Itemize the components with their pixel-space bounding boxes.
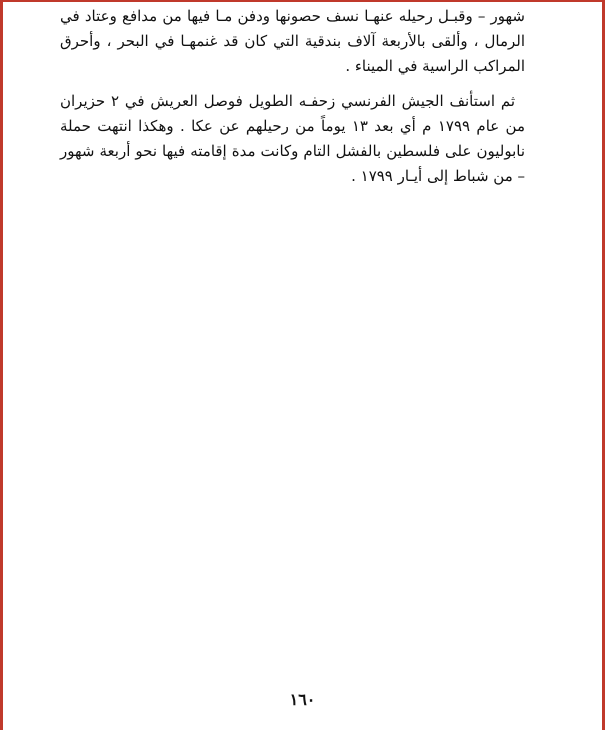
paragraph-1: شهور – وقبـل رحيله عنهـا نسف حصونها ودفن مـا فيها من مدافع وعتاد في الرمال ، وألقى بالأربعة آلاف بندقية التي كان قد غنمهـا في البحر ، وأحرق المراكب الراسية في الميناء . [60, 7, 525, 75]
document-page [60, 4, 525, 189]
viewer-frame-top [0, 0, 605, 2]
page-number: ١٦٠ [289, 690, 316, 709]
viewer-frame-left [0, 0, 3, 730]
paragraph-2: ثم استأنف الجيش الفرنسي زحفـه الطويل فوصل العريش في ٢ حزيران من عام ١٧٩٩ م أي بعد ١٣ يوماً من رحيلهم عن عكا . وهكذا انتهت حملة نابوليون على فلسطين بالفشل التام وكانت مدة إقامته فيها نحو أربعة شهور – من شباط إلى أيـار ١٧٩٩ . [60, 92, 526, 185]
